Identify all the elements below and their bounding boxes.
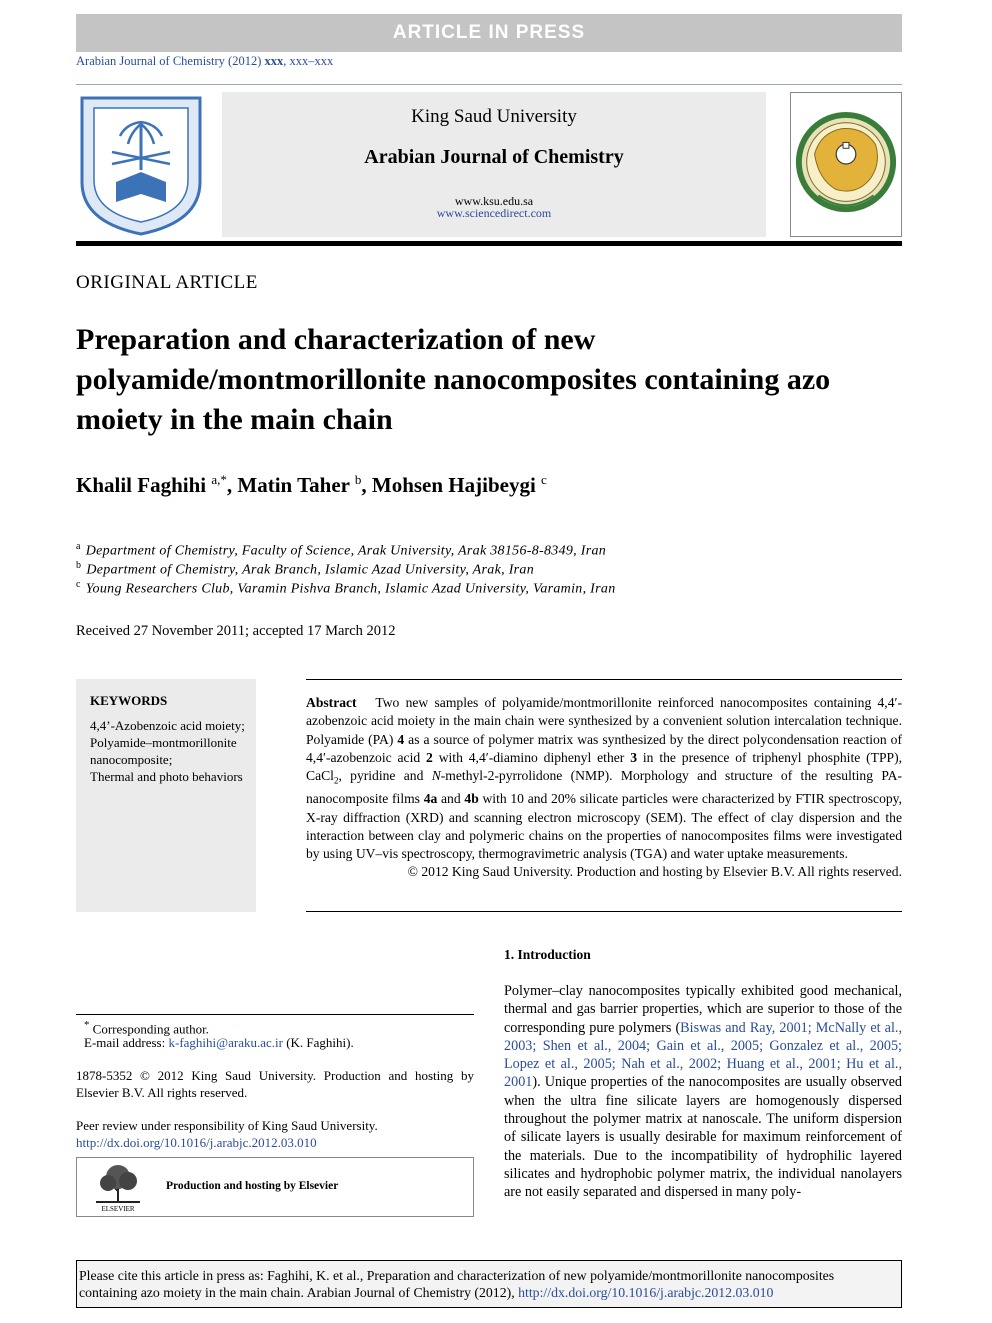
keywords-title: KEYWORDS — [90, 693, 168, 708]
elsevier-tree-logo-icon — [92, 1161, 144, 1213]
affiliation-text: Department of Chemistry, Faculty of Science, Arak University, Arak 38156-8-8349, Iran — [85, 543, 607, 559]
affiliation — [76, 541, 606, 560]
saudi-chemical-society-logo-icon — [790, 92, 902, 237]
corresponding-author-note: * Corresponding author. — [84, 1019, 209, 1037]
abstract-rule-bottom — [306, 911, 902, 912]
citation-line-2: containing azo moiety in the main chain. Arabian Journal of Chemistry (2012), http://dx.doi.org/10.1016/j.arabjc.2012.03.010 — [79, 1285, 774, 1300]
abstract-rule-top — [306, 679, 902, 680]
affiliation-mark: b — [76, 560, 82, 571]
elsevier-wordmark: ELSEVIER — [101, 1205, 135, 1213]
author-name[interactable]: Matin Taher — [237, 473, 350, 497]
doi-link[interactable]: http://dx.doi.org/10.1016/j.arabjc.2012.03.010 — [76, 1135, 317, 1150]
citation-doi-link[interactable]: http://dx.doi.org/10.1016/j.arabjc.2012.03.010 — [518, 1285, 774, 1300]
article-in-press-banner: ARTICLE IN PRESS — [76, 14, 902, 52]
issn-note: 1878-5352 © 2012 King Saud University. Production and hosting by Elsevier B.V. All rights reserved. — [76, 1068, 474, 1100]
citation-text — [79, 1267, 901, 1301]
reference-links[interactable]: Biswas and Ray, 2001; McNally et al., 2003; Shen et al., 2004; Gain et al., 2005; Gonzalez et al., 2005; Lopez et al., 2005; Nah et al., 2002; Huang et al., 2001; Hu et al., 2001 — [504, 1019, 902, 1091]
author-affiliation-mark[interactable]: b — [354, 472, 362, 487]
ksu-url-link[interactable]: www.ksu.edu.sa — [454, 194, 534, 208]
abstract: Abstract Two new samples of polyamide/montmorillonite reinforced nanocomposites containing 4,4′-azobenzoic acid moiety in the main chain were synthesized by a convenient solution intercalation technique. Polyamide (PA) 4 as a source of polymer matrix was synthesized by the direct polycondensation reaction of 4,4′-azobenzoic acid 2 with 4,4′-diamino diphenyl ether 3 in the presence of triphenyl phosphite (TPP), CaCl$_2$, pyridine and N-methyl-2-pyrrolidone (NMP). Morphology and structure of the resulting PA-nanocomposite films 4a and 4b with 10 and 20% silicate particles were characterized by FTIR spectroscopy, X-ray diffraction (XRD) and scanning electron microscopy (SEM). The effect of clay dispersion and the interaction between clay and polymeric chains on the properties of nanocomposites films were investigated by using UV–vis spectroscopy, thermogravimetric analysis (TGA) and water uptake measurements. © 2012 King Saud University. Production and hosting by Elsevier B.V. All rights reserved. — [306, 694, 902, 882]
header-rule-top — [76, 84, 902, 85]
affiliation-mark: a — [76, 541, 81, 552]
article-title: Preparation and characterization of new polyamide/montmorillonite nanocomposites containing azo moiety in the main chain — [76, 323, 831, 436]
keywords-list — [90, 717, 256, 785]
sciencedirect-url-link[interactable]: www.sciencedirect.com — [436, 206, 552, 220]
journal-ref-prefix: Arabian Journal of Chemistry (2012) — [76, 54, 265, 68]
journal-ref-volume: xxx — [264, 54, 284, 68]
citation-line-1: Please cite this article in press as: Faghihi, K. et al., Preparation and characterization of new polyamide/montmorillonite nanocomposites — [79, 1268, 835, 1283]
journal-reference[interactable] — [76, 54, 333, 69]
header-rule-bottom — [76, 241, 902, 246]
author-affiliation-mark[interactable]: c — [541, 472, 547, 487]
university-name: King Saud University — [411, 106, 577, 127]
email-link[interactable]: k-faghihi@araku.ac.ir — [168, 1035, 283, 1050]
abstract-copyright: © 2012 King Saud University. Production and hosting by Elsevier B.V. All rights reserved. — [407, 864, 902, 880]
author-name[interactable]: Khalil Faghihi — [76, 473, 207, 497]
received-dates: Received 27 November 2011; accepted 17 March 2012 — [76, 623, 396, 639]
author-affiliation-mark[interactable]: a,* — [211, 472, 227, 487]
abstract-label: Abstract — [306, 695, 357, 710]
email-note: E-mail address: k-faghihi@araku.ac.ir (K. Faghihi). — [84, 1035, 354, 1050]
keyword-item: Thermal and photo behaviors — [90, 769, 243, 784]
peer-review-note: Peer review under responsibility of King Saud University. — [76, 1118, 378, 1133]
affiliation-mark: c — [76, 579, 81, 590]
keywords-box — [76, 679, 256, 912]
article-type: ORIGINAL ARTICLE — [76, 272, 258, 293]
elsevier-hosting-text: Production and hosting by Elsevier — [166, 1180, 339, 1192]
affiliation — [76, 579, 616, 598]
affiliation-text: Young Researchers Club, Varamin Pishva Branch, Islamic Azad University, Varamin, Iran — [85, 581, 616, 597]
journal-ref-pages: , xxx–xxx — [283, 54, 334, 68]
affiliation-text: Department of Chemistry, Arak Branch, Islamic Azad University, Arak, Iran — [86, 562, 535, 578]
introduction-heading: 1. Introduction — [504, 947, 591, 962]
keyword-item: 4,4’-Azobenzoic acid moiety; — [90, 718, 245, 733]
ksu-logo-icon — [76, 92, 206, 237]
author-list: Khalil Faghihi $^{a,*}$, Matin Taher $^b$, Mohsen Hajibeygi $^c$ — [76, 472, 547, 497]
introduction-text: Polymer–clay nanocomposites typically exhibited good mechanical, thermal and gas barrier properties, which are superior to those of the corresponding pure polymers (Biswas and Ray, 2001; McNally et al., 2003; Shen et al., 2004; Gain et al., 2005; Gonzalez et al., 2005; Lopez et al., 2005; Nah et al., 2002; Huang et al., 2001; Hu et al., 2001). Unique properties of the nanocomposites are usually observed when the ultra fine silicate layers are homogenously dispersed throughout the polymer matrix at nanoscale. The uniform dispersion of silicate layers is usually desirable for maximum reinforcement of the materials. Due to the incompatibility of hydrophilic layered silicates and hydrophobic polymer matrix, the individual nanolayers are not easily separated and dispersed in many poly- — [504, 983, 902, 1201]
keyword-item: Polyamide–montmorillonite nanocomposite; — [90, 735, 237, 767]
footnote-rule — [76, 1014, 474, 1015]
author-name[interactable]: Mohsen Hajibeygi — [371, 473, 536, 497]
affiliation — [76, 560, 534, 579]
journal-name: Arabian Journal of Chemistry — [364, 146, 624, 168]
